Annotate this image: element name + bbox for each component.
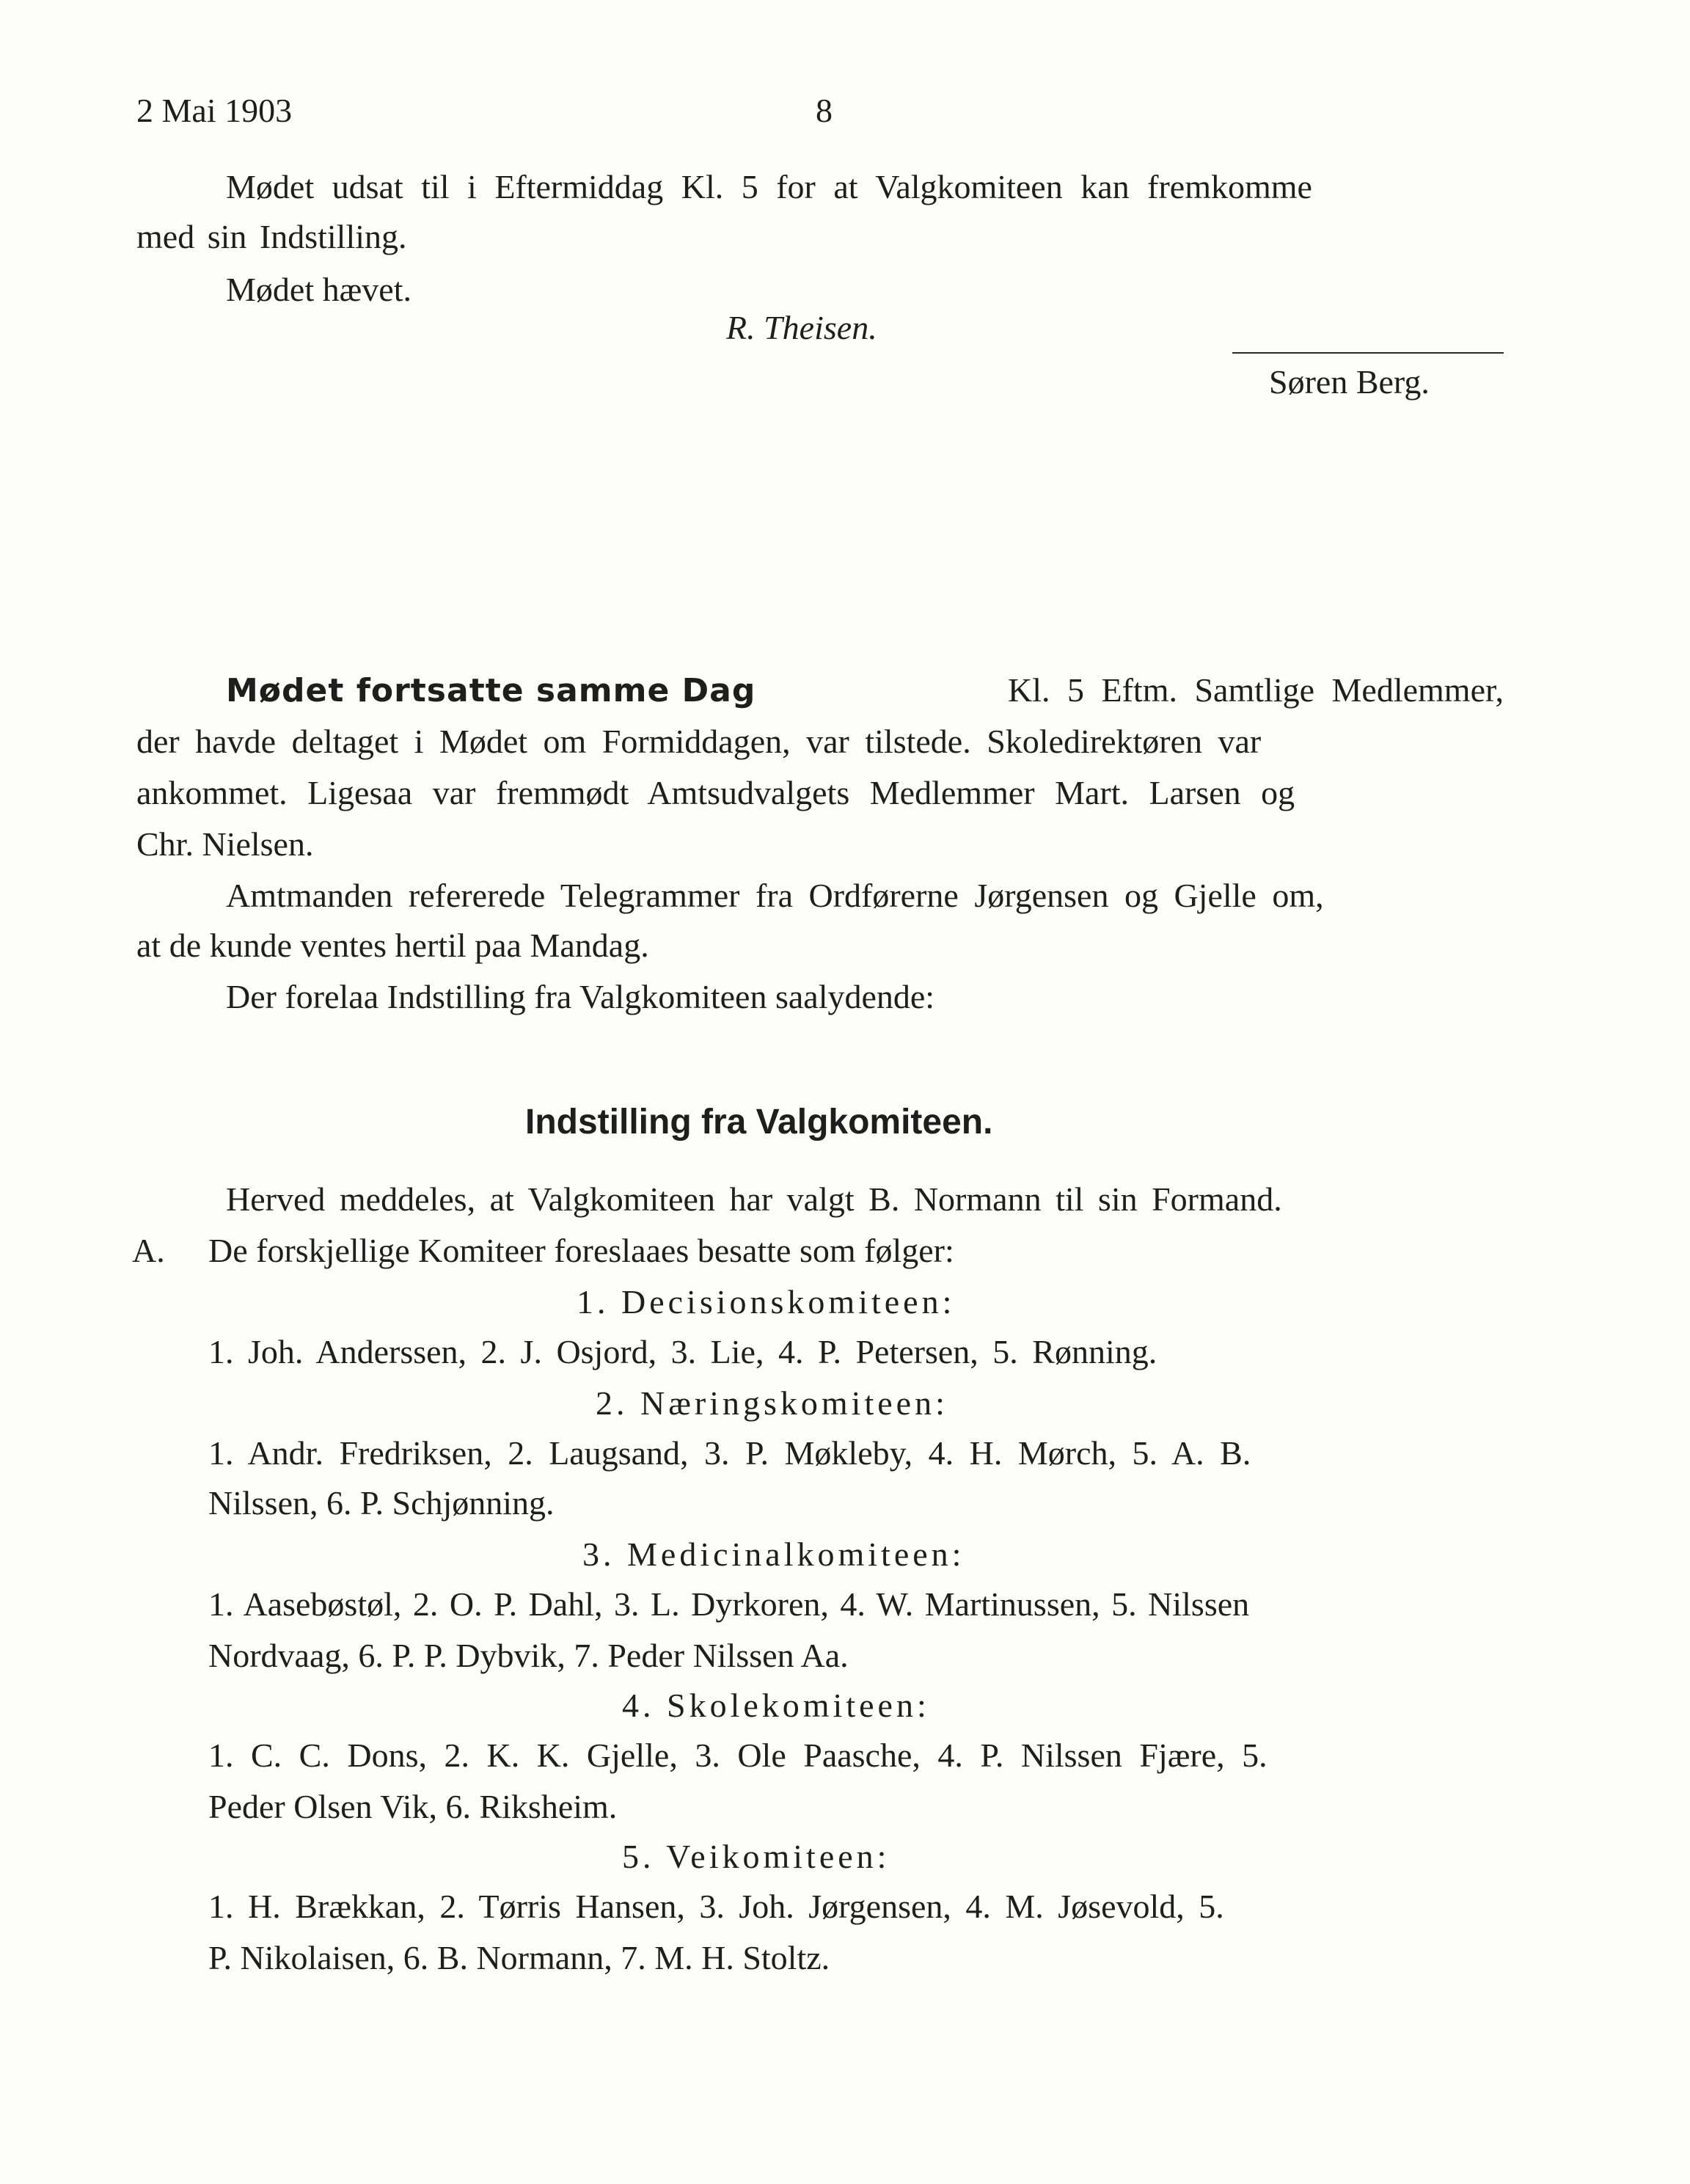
afternoon-line-2: der havde deltaget i Mødet om Formiddagen, var tilstede. Skoledirektøren var bbox=[136, 723, 1262, 760]
committee-heading: 4. Skolekomiteen: bbox=[622, 1687, 930, 1724]
committee-heading: 3. Medicinalkomiteen: bbox=[582, 1535, 965, 1573]
adjourn-text: Mødet udsat til i Eftermiddag Kl. 5 for at Valgkomiteen kan fremkomme bbox=[226, 168, 1312, 205]
adjourn-line-2: med sin Indstilling. bbox=[136, 218, 407, 255]
page-number: 8 bbox=[816, 92, 833, 129]
afternoon-heading: Mødet fortsatte samme Dag bbox=[226, 672, 756, 709]
signature-theisen: R. Theisen. bbox=[726, 309, 877, 346]
signature-rule bbox=[1232, 352, 1504, 354]
committee-members-line: 1. Andr. Fredriksen, 2. Laugsand, 3. P. Møkleby, 4. H. Mørch, 5. A. B. bbox=[208, 1434, 1251, 1472]
committee-members-line: 1. C. C. Dons, 2. K. K. Gjelle, 3. Ole Paasche, 4. P. Nilssen Fjære, 5. bbox=[208, 1736, 1268, 1774]
afternoon-line-4: Chr. Nielsen. bbox=[136, 825, 314, 863]
section-a-label: A. bbox=[132, 1232, 165, 1269]
recommendation-intro: Der forelaa Indstilling fra Valgkomiteen saalydende: bbox=[226, 978, 935, 1015]
chairman-line: Herved meddeles, at Valgkomiteen har valgt B. Normann til sin Formand. bbox=[226, 1180, 1282, 1218]
afternoon-line-1 bbox=[226, 672, 1504, 709]
committee-heading: 2. Næringskomiteen: bbox=[596, 1384, 948, 1422]
recommendation-title: Indstilling fra Valgkomiteen. bbox=[525, 1103, 993, 1142]
committee-members-line: Nilssen, 6. P. Schjønning. bbox=[208, 1484, 555, 1522]
meeting-closed: Mødet hævet. bbox=[226, 271, 411, 308]
committee-members-line: Peder Olsen Vik, 6. Riksheim. bbox=[208, 1788, 618, 1825]
committee-heading: 5. Veikomiteen: bbox=[622, 1838, 890, 1875]
committee-members-line: 1. Joh. Anderssen, 2. J. Osjord, 3. Lie, 4. P. Petersen, 5. Rønning. bbox=[208, 1333, 1157, 1370]
telegram-line-1: Amtmanden refererede Telegrammer fra Ordførerne Jørgensen og Gjelle om, bbox=[226, 877, 1324, 914]
page-date: 2 Mai 1903 bbox=[136, 92, 293, 129]
committee-members-line: 1. Aasebøstøl, 2. O. P. Dahl, 3. L. Dyrkoren, 4. W. Martinussen, 5. Nilssen bbox=[208, 1585, 1250, 1623]
adjourn-line-1 bbox=[226, 170, 1504, 204]
afternoon-line-3: ankommet. Ligesaa var fremmødt Amtsudvalgets Medlemmer Mart. Larsen og bbox=[136, 774, 1295, 811]
committee-members-line: 1. H. Brækkan, 2. Tørris Hansen, 3. Joh. Jørgensen, 4. M. Jøsevold, 5. bbox=[208, 1888, 1224, 1925]
committee-members-line: Nordvaag, 6. P. P. Dybvik, 7. Peder Nilssen Aa. bbox=[208, 1637, 849, 1674]
section-a-text: De forskjellige Komiteer foreslaaes besatte som følger: bbox=[208, 1232, 954, 1269]
committee-members-line: P. Nikolaisen, 6. B. Normann, 7. M. H. Stoltz. bbox=[208, 1939, 830, 1976]
signature-berg: Søren Berg. bbox=[1269, 363, 1430, 401]
telegram-line-2: at de kunde ventes hertil paa Mandag. bbox=[136, 927, 649, 964]
committee-heading: 1. Decisionskomiteen: bbox=[577, 1283, 956, 1321]
afternoon-time: Kl. 5 Eftm. Samtlige Medlemmer, bbox=[1008, 671, 1504, 709]
